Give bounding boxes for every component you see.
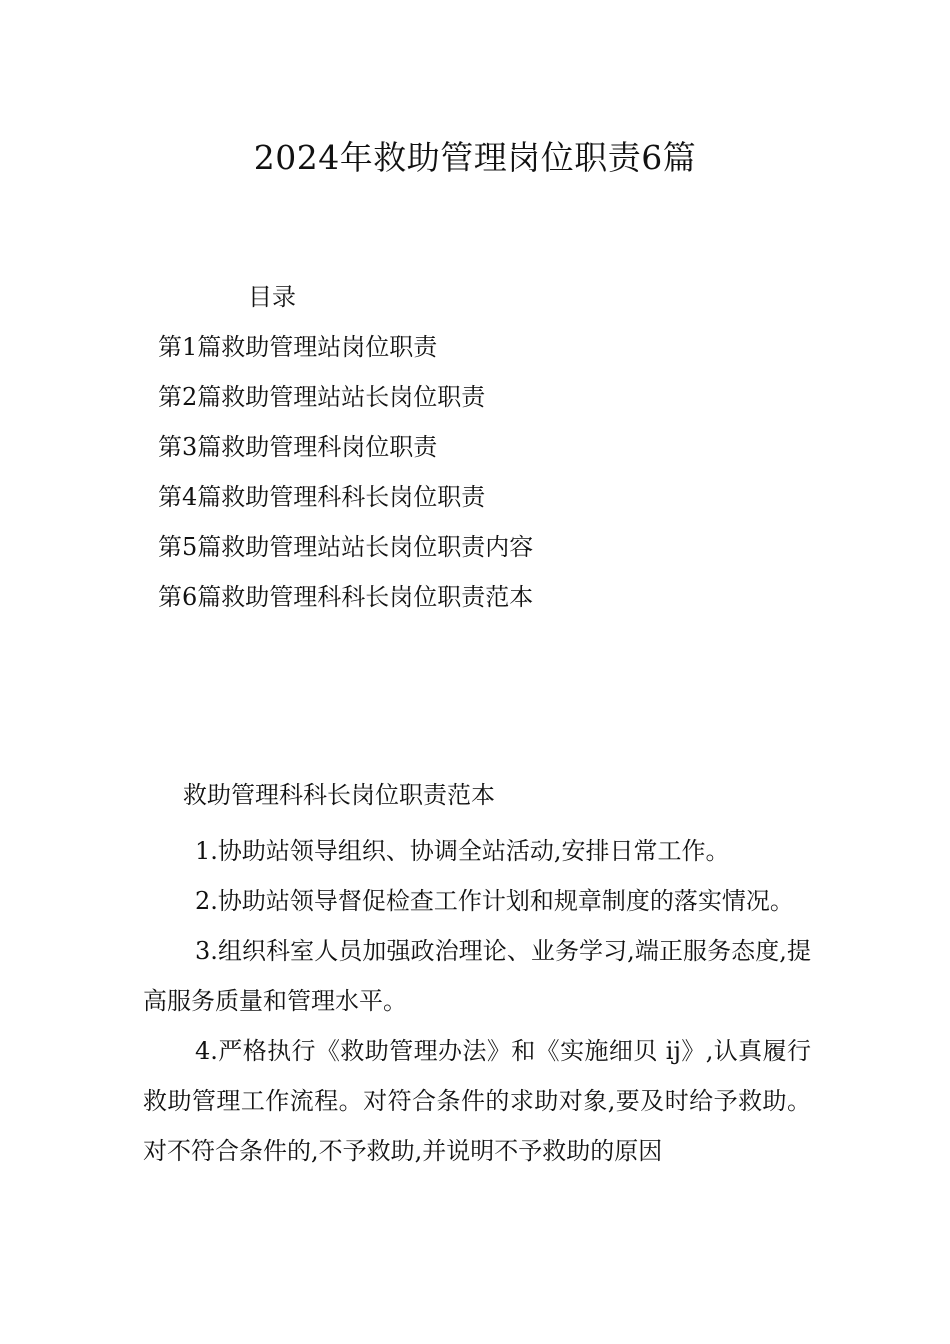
toc-item-5: 第5篇救助管理站站长岗位职责内容 [158,533,534,561]
toc-list [158,330,533,630]
section-title: 救助管理科科长岗位职责范本 [183,781,495,809]
paragraph-3: 3.组织科室人员加强政治理论、业务学习,端正服务态度,提高服务质量和管理水平。 [143,937,811,1015]
section-body [143,826,811,1176]
toc-item-1: 第1篇救助管理站岗位职责 [158,333,438,361]
paragraph-2: 2.协助站领导督促检查工作计划和规章制度的落实情况。 [195,887,794,915]
toc-heading: 目录 [248,283,296,311]
paragraph-4: 4.严格执行《救助管理办法》和《实施细贝 ij》,认真履行救助管理工作流程。对符合条件的求助对象,要及时给予救助。对不符合条件的,不予救助,并说明不予救助的原因 [143,1037,811,1165]
toc-item-3: 第3篇救助管理科岗位职责 [158,433,438,461]
toc-item-6: 第6篇救助管理科科长岗位职责范本 [158,583,534,611]
document-title: 2024年救助管理岗位职责6篇 [253,138,697,177]
paragraph-1: 1.协助站领导组织、协调全站活动,安排日常工作。 [195,837,730,865]
toc-item-4: 第4篇救助管理科科长岗位职责 [158,483,486,511]
toc-item-2: 第2篇救助管理站站长岗位职责 [158,383,486,411]
